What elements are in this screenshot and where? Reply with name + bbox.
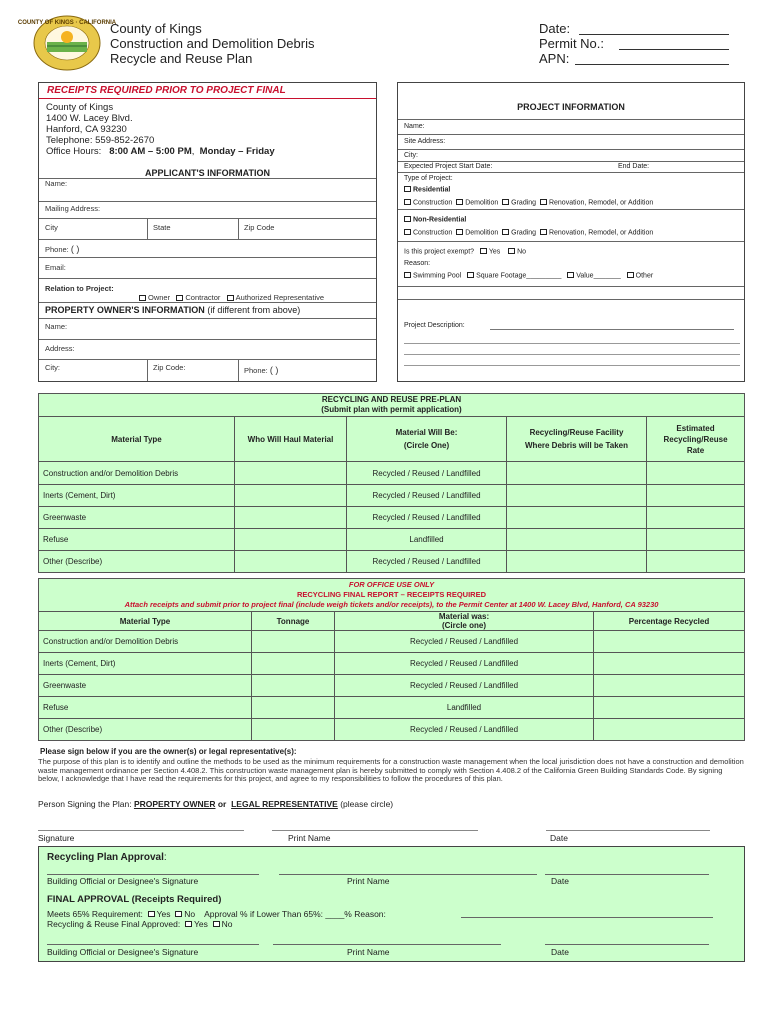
office-use-label: FOR OFFICE USE ONLY xyxy=(348,580,435,589)
applicant-title: APPLICANT'S INFORMATION xyxy=(145,168,270,178)
meets-no-checkbox[interactable] xyxy=(175,911,182,917)
owner-phone-label: Phone: xyxy=(244,366,268,375)
preplan-title-cell xyxy=(39,394,745,417)
preplan-title: RECYCLING AND REUSE PRE-PLAN xyxy=(321,395,462,404)
legal-rep-option[interactable]: LEGAL REPRESENTATIVE xyxy=(231,799,338,809)
final-material-was[interactable]: Recycled / Reused / Landfilled xyxy=(335,719,594,741)
final-report-table xyxy=(38,578,745,741)
approval-title xyxy=(47,852,167,863)
signature-line[interactable] xyxy=(38,830,244,831)
final-material: Construction and/or Demolition Debris xyxy=(39,631,252,653)
rr-yes-checkbox[interactable] xyxy=(185,921,192,927)
rr-final-row xyxy=(47,919,232,929)
preplan-rate-cell[interactable] xyxy=(647,529,745,551)
preplan-hauler-cell[interactable] xyxy=(235,485,347,507)
exempt-row xyxy=(404,248,526,255)
tonnage-cell[interactable] xyxy=(252,697,335,719)
applicant-email-field[interactable]: Email: xyxy=(45,263,66,272)
other-label: Other xyxy=(635,272,654,280)
end-date-field[interactable]: End Date: xyxy=(618,163,650,170)
pct-cell[interactable] xyxy=(594,697,745,719)
table-row xyxy=(39,485,745,507)
date-label-sign: Date xyxy=(550,833,568,843)
rr-label: Recycling & Reuse Final Approved: xyxy=(47,919,181,929)
authorized-option-label: Authorized Representative xyxy=(235,293,325,302)
contractor-checkbox[interactable] xyxy=(176,295,183,301)
exempt-yes-checkbox[interactable] xyxy=(480,248,487,254)
property-owner-option[interactable]: PROPERTY OWNER xyxy=(133,799,216,809)
header-line2: Construction and Demolition Debris xyxy=(110,36,315,51)
date-label: Date: xyxy=(539,21,571,36)
final-material: Inerts (Cement, Dirt) xyxy=(39,653,252,675)
permit-label: Permit No.: xyxy=(539,36,605,51)
preplan-header-fac-2: Where Debris will be Taken xyxy=(525,441,628,450)
applicant-phone-label: Phone: xyxy=(45,245,69,254)
res-renovation-label: Renovation, Remodel, or Addition xyxy=(548,199,654,207)
res-construction-label: Construction xyxy=(413,199,453,207)
owner-name-field[interactable]: Name: xyxy=(45,322,68,331)
preplan-header-rate xyxy=(647,417,745,462)
meets-yes-label: Yes xyxy=(156,909,171,919)
final-material-was[interactable]: Recycled / Reused / Landfilled xyxy=(335,653,594,675)
preplan-header-fac-1: Recycling/Reuse Facility xyxy=(529,428,624,437)
res-grading-checkbox[interactable] xyxy=(502,199,509,205)
please-circle-text: (please circle) xyxy=(340,799,394,809)
reason-options xyxy=(404,272,653,279)
final-print-label: Print Name xyxy=(347,947,390,957)
residential-checkbox[interactable] xyxy=(404,186,411,192)
owner-zip-field[interactable]: Zip Code: xyxy=(153,363,186,372)
project-city-field[interactable]: City: xyxy=(404,152,418,159)
county-address: County of Kings 1400 W. Lacey Blvd. Hanford, CA 93230 Telephone: 559-852-2670 Office Hours: 8:00 AM – 5:00 PM, Monday – Friday xyxy=(46,102,275,157)
sqft-label: Square Footage_________ xyxy=(476,272,562,280)
exempt-label: Is this project exempt? xyxy=(404,248,475,256)
table-row xyxy=(39,551,745,573)
contractor-option-label: Contractor xyxy=(185,293,221,302)
res-renovation-checkbox[interactable] xyxy=(540,199,547,205)
approval-panel xyxy=(38,846,745,962)
owner-option-label: Owner xyxy=(148,293,171,302)
pool-checkbox[interactable] xyxy=(404,272,411,278)
nonres-grading-checkbox[interactable] xyxy=(502,229,509,235)
applicant-state-field[interactable]: State xyxy=(153,223,171,232)
owner-city-field[interactable]: City: xyxy=(45,363,60,372)
preplan-header-est-2: Recycling/Reuse xyxy=(663,434,728,444)
value-label: Value_______ xyxy=(576,272,621,280)
nonres-grading-label: Grading xyxy=(511,229,537,237)
preplan-will-be[interactable]: Recycled / Reused / Landfilled xyxy=(347,507,507,529)
preplan-rate-cell[interactable] xyxy=(647,507,745,529)
preplan-will-be[interactable]: Recycled / Reused / Landfilled xyxy=(347,462,507,485)
start-date-field[interactable]: Expected Project Start Date: xyxy=(404,163,493,170)
description-line[interactable] xyxy=(404,365,740,366)
project-name-field[interactable]: Name: xyxy=(404,123,425,130)
apn-label: APN: xyxy=(539,51,570,66)
applicant-city-field[interactable]: City xyxy=(45,223,58,232)
final-header-pct: Percentage Recycled xyxy=(594,612,745,631)
final-material: Other (Describe) xyxy=(39,719,252,741)
preplan-material: Refuse xyxy=(39,529,235,551)
table-row xyxy=(39,697,745,719)
applicant-mailing-field[interactable]: Mailing Address: xyxy=(45,204,101,213)
final-date-line[interactable] xyxy=(545,944,709,945)
preplan-facility-cell[interactable] xyxy=(507,462,647,485)
rr-no-label: No xyxy=(221,919,233,929)
owner-info-subtitle: (if different from above) xyxy=(207,305,301,315)
preplan-hauler-cell[interactable] xyxy=(235,462,347,485)
table-row xyxy=(39,462,745,485)
nonres-option xyxy=(404,216,466,223)
preplan-facility-cell[interactable] xyxy=(507,485,647,507)
owner-phone-paren: ( ) xyxy=(269,365,279,375)
exempt-yes-label: Yes xyxy=(488,248,501,256)
table-row xyxy=(39,719,745,741)
preplan-facility-cell[interactable] xyxy=(507,551,647,573)
approval-date-line[interactable] xyxy=(545,874,709,875)
final-attach-instructions: Attach receipts and submit prior to project final (include weigh tickets and/or receipts), to the Permit Center at 1400 W. Lacey Blvd, Hanford, CA 93230 xyxy=(124,600,659,609)
site-address-field[interactable]: Site Address: xyxy=(404,138,446,145)
value-checkbox[interactable] xyxy=(567,272,574,278)
description-line[interactable] xyxy=(404,343,740,344)
print-name-line[interactable] xyxy=(272,830,478,831)
tonnage-cell[interactable] xyxy=(252,675,335,697)
project-type-label: Type of Project: xyxy=(404,175,453,182)
final-date-label: Date xyxy=(551,947,569,957)
final-material-was[interactable]: Landfilled xyxy=(335,697,594,719)
relation-label: Relation to Project: xyxy=(45,284,114,293)
final-approval-title: FINAL APPROVAL (Receipts Required) xyxy=(47,894,222,905)
rr-no-checkbox[interactable] xyxy=(213,921,220,927)
preplan-material: Construction and/or Demolition Debris xyxy=(39,462,235,485)
table-row xyxy=(39,507,745,529)
final-material: Greenwaste xyxy=(39,675,252,697)
final-header-was-2: (Circle one) xyxy=(441,621,486,630)
pct-cell[interactable] xyxy=(594,675,745,697)
header-fields xyxy=(539,21,604,66)
preplan-hauler-cell[interactable] xyxy=(235,529,347,551)
preplan-facility-cell[interactable] xyxy=(507,507,647,529)
tonnage-cell[interactable] xyxy=(252,719,335,741)
county-name: County of Kings xyxy=(46,102,114,113)
official-signature-line[interactable] xyxy=(47,874,259,875)
final-official-line[interactable] xyxy=(47,944,259,945)
header-line1: County of Kings xyxy=(110,21,202,36)
permit-field[interactable] xyxy=(619,49,729,50)
project-info-panel xyxy=(397,82,745,382)
res-construction-checkbox[interactable] xyxy=(404,199,411,205)
preplan-hauler-cell[interactable] xyxy=(235,551,347,573)
hours-days: Monday – Friday xyxy=(199,146,275,157)
residential-option xyxy=(404,186,450,193)
official-signature-label: Building Official or Designee's Signature xyxy=(47,876,199,886)
preplan-header-est-3: Rate xyxy=(686,445,705,455)
preplan-will-be[interactable]: Landfilled xyxy=(347,529,507,551)
final-header-was-1: Material was: xyxy=(438,612,490,621)
county-phone: Telephone: 559-852-2670 xyxy=(46,135,155,146)
preplan-rate-cell[interactable] xyxy=(647,485,745,507)
applicant-phone-paren: ( ) xyxy=(70,244,80,254)
preplan-header-haul: Who Will Haul Material xyxy=(235,417,347,462)
receipts-banner: RECEIPTS REQUIRED PRIOR TO PROJECT FINAL xyxy=(47,85,286,96)
exempt-no-label: No xyxy=(517,248,527,256)
nonres-construction-checkbox[interactable] xyxy=(404,229,411,235)
header-title xyxy=(110,21,314,66)
approval-title-text: Recycling Plan Approval xyxy=(47,852,164,863)
nonres-renovation-label: Renovation, Remodel, or Addition xyxy=(548,229,654,237)
owner-info-title xyxy=(45,305,300,315)
table-row xyxy=(39,529,745,551)
nonres-label: Non-Residential xyxy=(413,216,467,224)
left-info-panel xyxy=(38,82,377,382)
person-signing-label: Person Signing the Plan: xyxy=(38,799,132,809)
county-city: Hanford, CA 93230 xyxy=(46,124,127,135)
person-signing xyxy=(38,799,393,809)
signature-label: Signature xyxy=(38,833,75,843)
final-material-was[interactable]: Recycled / Reused / Landfilled xyxy=(335,675,594,697)
sqft-checkbox[interactable] xyxy=(467,272,474,278)
table-row xyxy=(39,653,745,675)
preplan-header-est-1: Estimated xyxy=(676,423,715,433)
tonnage-cell[interactable] xyxy=(252,653,335,675)
final-print-line[interactable] xyxy=(273,944,501,945)
res-grading-label: Grading xyxy=(511,199,537,207)
final-official-label: Building Official or Designee's Signature xyxy=(47,947,199,957)
final-material: Refuse xyxy=(39,697,252,719)
exempt-no-checkbox[interactable] xyxy=(508,248,515,254)
rr-yes-label: Yes xyxy=(193,919,208,929)
reason-label: Reason: xyxy=(404,260,431,267)
preplan-material: Other (Describe) xyxy=(39,551,235,573)
project-description-field[interactable] xyxy=(490,329,734,330)
meets-requirement-row xyxy=(47,909,386,919)
preplan-rate-cell[interactable] xyxy=(647,462,745,485)
hours-label: Office Hours: xyxy=(46,146,102,157)
purpose-text: The purpose of this plan is to identify and outline the methods to be used as the minimum requirements for a construction waste management when the local jurisdiction does not have a construction and demolition waste management ordinance per Section 4.408.2. This construction waste management plan is hereby submitted to comply with Section 4.408.2 of the California Green Building Standards Code. By signing below, I acknowledge that I have read the requirements for this project, and agree to my responsibilities to follow the procedures of this plan. xyxy=(38,757,744,783)
pool-label: Swimming Pool xyxy=(413,272,462,280)
project-description-label: Project Description: xyxy=(404,322,465,329)
preplan-hauler-cell[interactable] xyxy=(235,507,347,529)
print-name-label: Print Name xyxy=(288,833,331,843)
county-street: 1400 W. Lacey Blvd. xyxy=(46,113,133,124)
nonres-sub-options xyxy=(404,229,653,236)
owner-checkbox[interactable] xyxy=(139,295,146,301)
res-demolition-checkbox[interactable] xyxy=(456,199,463,205)
owner-address-field[interactable]: Address: xyxy=(45,344,75,353)
residential-sub-options xyxy=(404,199,653,206)
final-report-title: RECYCLING FINAL REPORT – RECEIPTS REQUIRED xyxy=(296,590,487,599)
owner-info-title-text: PROPERTY OWNER'S INFORMATION xyxy=(45,305,205,315)
res-demolition-label: Demolition xyxy=(465,199,499,207)
final-material-was[interactable]: Recycled / Reused / Landfilled xyxy=(335,631,594,653)
table-row xyxy=(39,631,745,653)
preplan-material: Inerts (Cement, Dirt) xyxy=(39,485,235,507)
nonres-renovation-checkbox[interactable] xyxy=(540,229,547,235)
reason-line[interactable] xyxy=(461,917,713,918)
pct-cell[interactable] xyxy=(594,631,745,653)
relation-options xyxy=(139,293,324,302)
or-text: or xyxy=(217,799,227,809)
pct-cell[interactable] xyxy=(594,719,745,741)
approval-print-label: Print Name xyxy=(347,876,390,886)
date-field[interactable] xyxy=(579,34,729,35)
approval-title-colon: : xyxy=(163,852,167,863)
final-header-was xyxy=(335,612,594,631)
applicant-zip-field[interactable]: Zip Code xyxy=(244,223,275,232)
nonres-checkbox[interactable] xyxy=(404,216,411,222)
preplan-will-be[interactable]: Recycled / Reused / Landfilled xyxy=(347,551,507,573)
preplan-header-facility xyxy=(507,417,647,462)
header-line3: Recycle and Reuse Plan xyxy=(110,51,253,66)
table-row xyxy=(39,675,745,697)
preplan-header-will-1: Material Will Be: xyxy=(395,428,458,437)
final-header-material: Material Type xyxy=(39,612,252,631)
nonres-demolition-label: Demolition xyxy=(465,229,499,237)
hours-value: 8:00 AM – 5:00 PM xyxy=(109,146,192,157)
approval-date-label: Date xyxy=(551,876,569,886)
applicant-phone-field[interactable] xyxy=(45,244,365,258)
county-seal xyxy=(17,15,117,71)
preplan-will-be[interactable]: Recycled / Reused / Landfilled xyxy=(347,485,507,507)
authorized-rep-checkbox[interactable] xyxy=(227,295,234,301)
final-title-cell xyxy=(39,579,745,612)
approval-pct-label: Approval % if Lower Than 65%: ____% Reason: xyxy=(204,909,386,919)
preplan-header-will xyxy=(347,417,507,462)
approval-print-line[interactable] xyxy=(279,874,537,875)
apn-field[interactable] xyxy=(575,64,729,65)
other-checkbox[interactable] xyxy=(627,272,634,278)
preplan-table xyxy=(38,393,745,573)
residential-label: Residential xyxy=(413,186,451,194)
nonres-demolition-checkbox[interactable] xyxy=(456,229,463,235)
meets-no-label: No xyxy=(184,909,196,919)
pct-cell[interactable] xyxy=(594,653,745,675)
applicant-name-field[interactable]: Name: xyxy=(45,179,68,188)
preplan-facility-cell[interactable] xyxy=(507,529,647,551)
tonnage-cell[interactable] xyxy=(252,631,335,653)
meets-label: Meets 65% Requirement: xyxy=(47,909,143,919)
preplan-material: Greenwaste xyxy=(39,507,235,529)
seal-text: COUNTY OF KINGS · CALIFORNIA xyxy=(17,20,117,26)
meets-yes-checkbox[interactable] xyxy=(148,911,155,917)
date-line[interactable] xyxy=(546,830,710,831)
final-header-tonnage: Tonnage xyxy=(252,612,335,631)
preplan-rate-cell[interactable] xyxy=(647,551,745,573)
project-info-title: PROJECT INFORMATION xyxy=(517,102,625,112)
preplan-header-will-2: (Circle One) xyxy=(403,441,450,450)
sign-heading: Please sign below if you are the owner(s) or legal representative(s): xyxy=(40,747,297,756)
nonres-construction-label: Construction xyxy=(413,229,453,237)
preplan-subtitle: (Submit plan with permit application) xyxy=(321,405,462,414)
description-line[interactable] xyxy=(404,354,740,355)
preplan-header-material: Material Type xyxy=(39,417,235,462)
owner-phone-field[interactable] xyxy=(244,365,364,379)
